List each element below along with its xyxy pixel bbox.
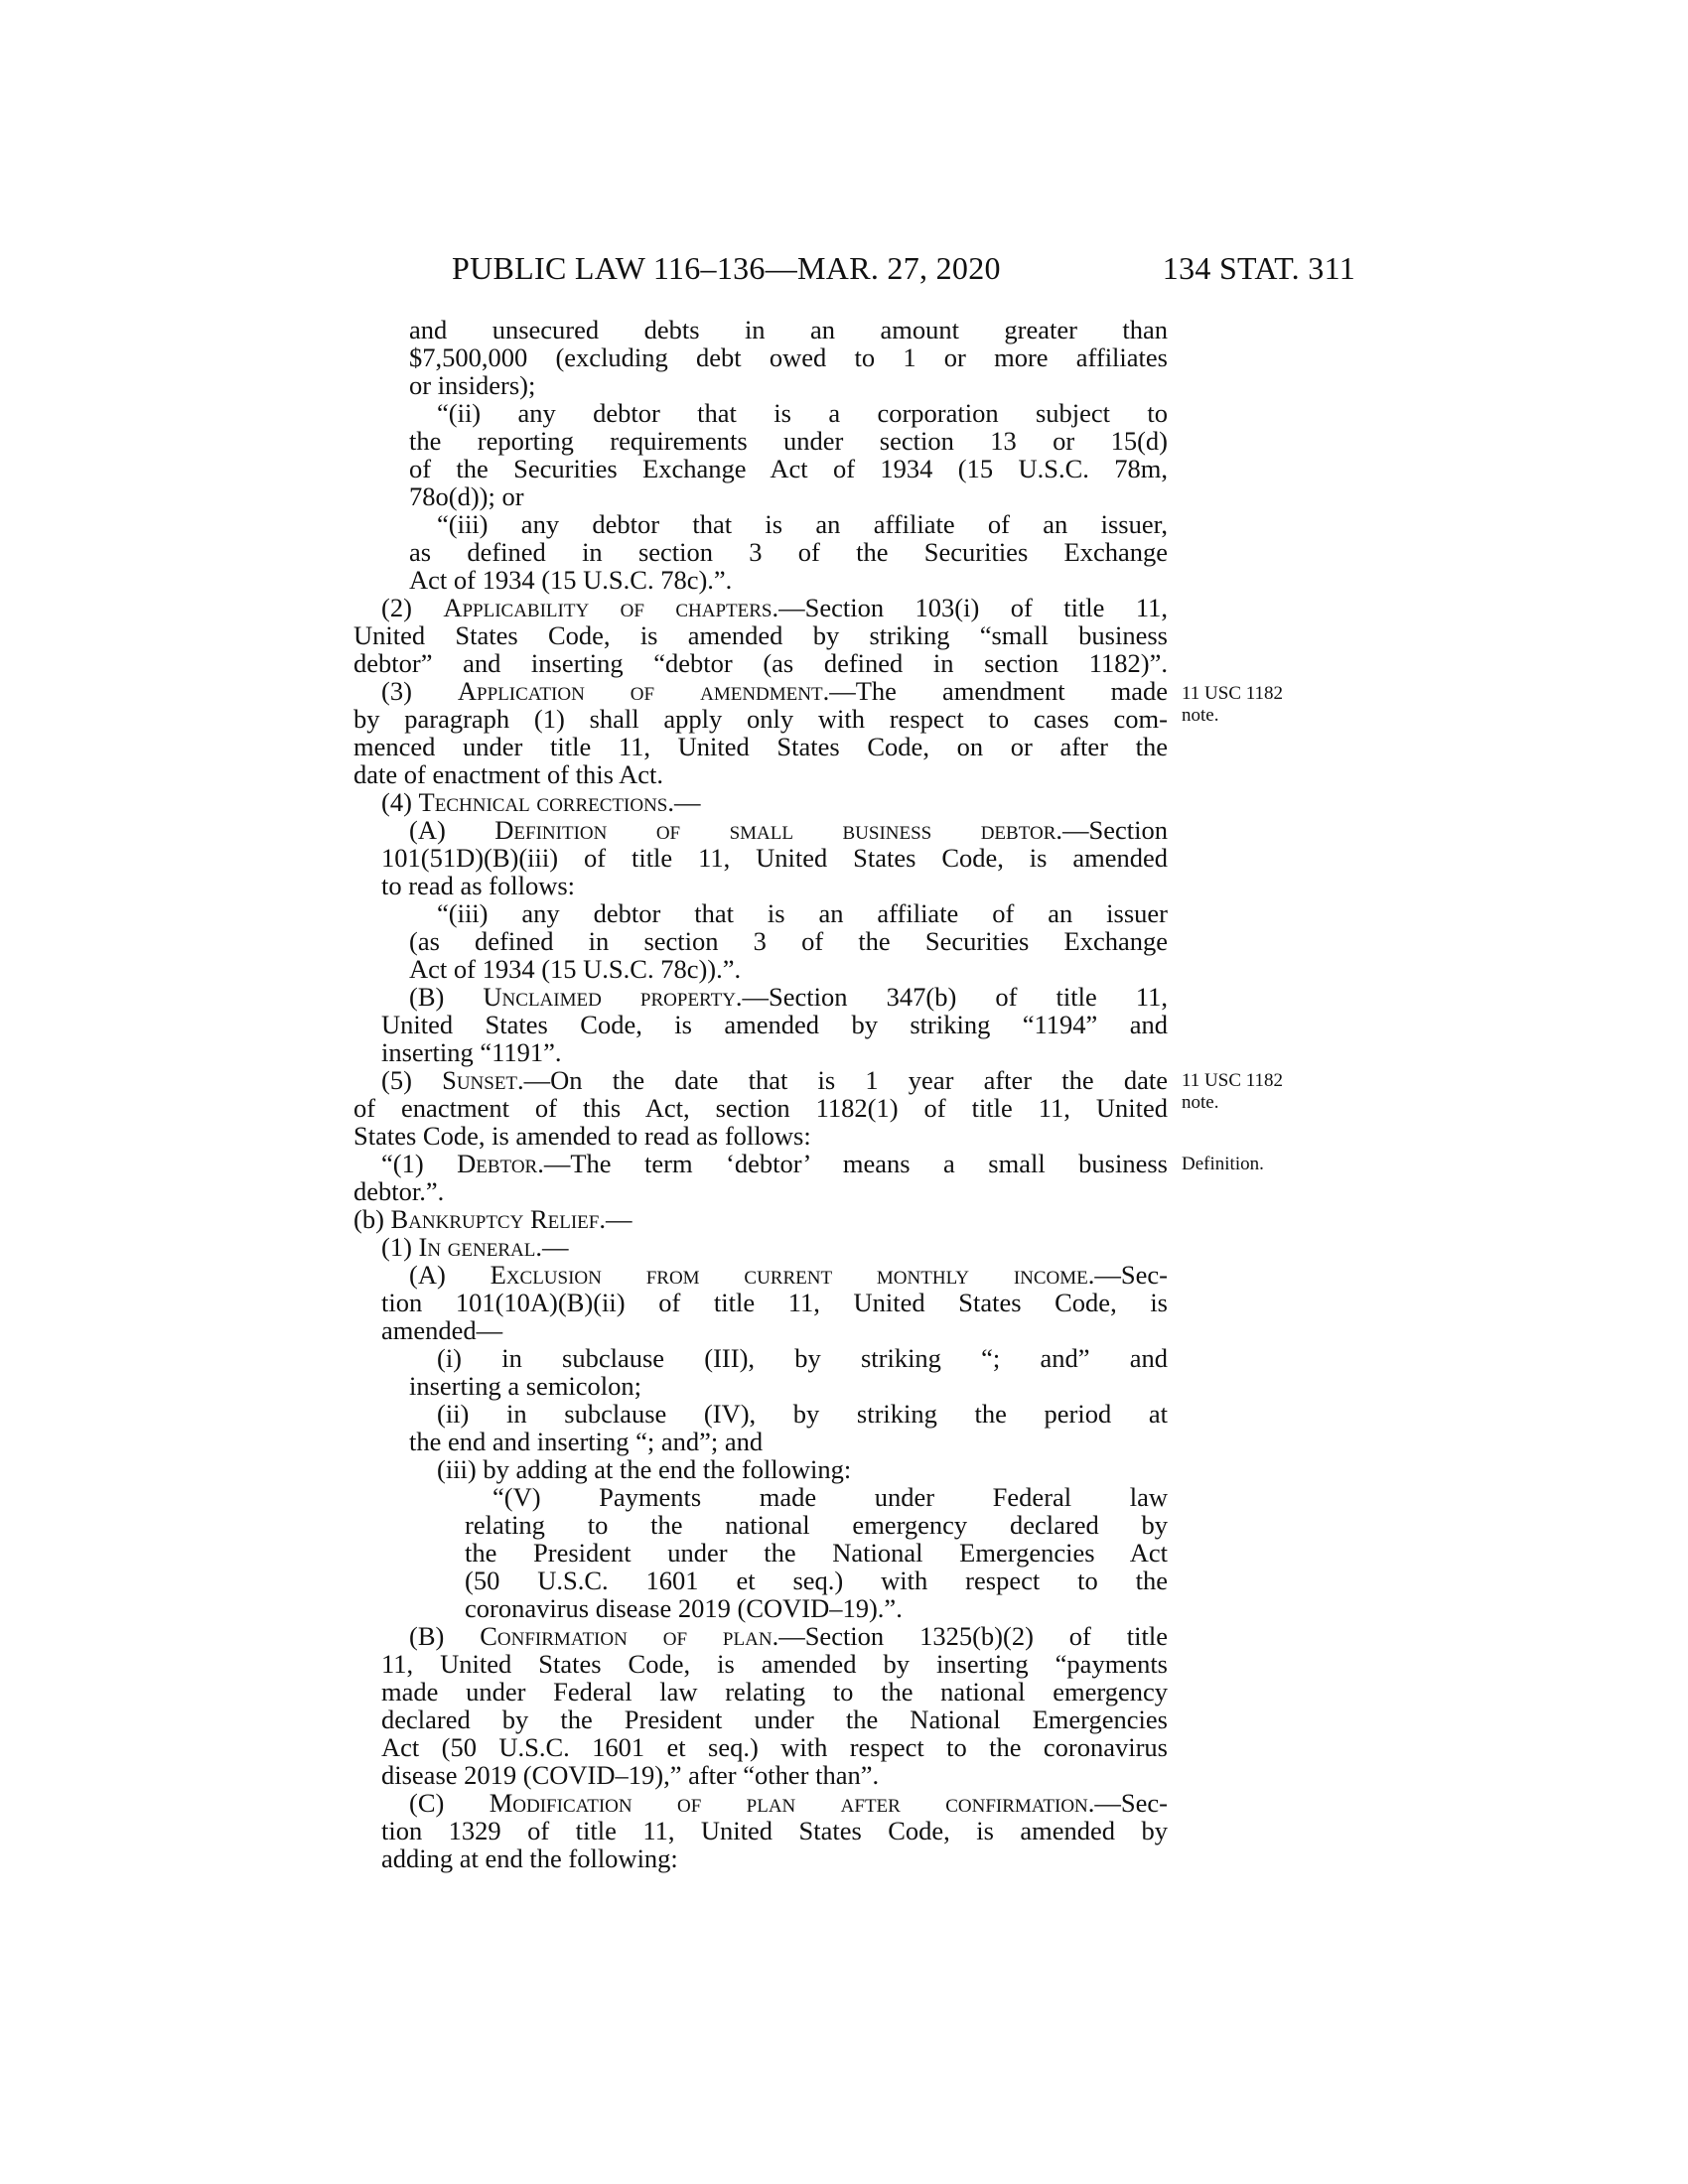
text-line: of the Securities Exchange Act of 1934 (15 U.S.C. 78m, <box>409 454 1168 483</box>
paragraph-heading-line <box>353 1233 1168 1261</box>
para-number: (4) <box>381 787 419 817</box>
para-heading: Definition of small business debtor <box>494 815 1056 845</box>
para-text: .—Sec- <box>1087 1788 1168 1818</box>
text-line: (i) in subclause (III), by striking “; and” and <box>437 1343 1168 1373</box>
running-head <box>452 250 1355 290</box>
text-line: inserting a semicolon; <box>409 1371 642 1401</box>
text-line: the end and inserting “; and”; and <box>409 1427 764 1456</box>
text-line: 78o(d)); or <box>409 481 524 511</box>
margin-note-line: 11 USC 1182 <box>1182 683 1284 704</box>
para-heading: Technical corrections <box>418 787 668 817</box>
text-line: date of enactment of this Act. <box>353 759 664 789</box>
para-text: .—The term ‘debtor’ means a small business <box>537 1149 1168 1178</box>
text-line: as defined in section 3 of the Securities Exchange <box>409 537 1168 567</box>
paragraph-heading-line <box>353 1789 1168 1817</box>
text-line: “(iii) any debtor that is an affiliate of an issuer, <box>437 509 1168 539</box>
para-heading: Bankruptcy Relief <box>390 1204 600 1234</box>
margin-note-definition <box>1182 1154 1264 1175</box>
text-line: debtor.”. <box>353 1176 445 1206</box>
text-line: declared by the President under the National Emergencies <box>381 1705 1168 1734</box>
text-line: (50 U.S.C. 1601 et seq.) with respect to the <box>465 1566 1168 1595</box>
law-title: PUBLIC LAW 116–136—MAR. 27, 2020 <box>452 250 1001 286</box>
paragraph-heading-line <box>353 594 1168 621</box>
text-line: of enactment of this Act, section 1182(1) of title 11, United <box>353 1093 1168 1123</box>
paragraph-heading-line <box>353 1205 1168 1233</box>
para-text: .— <box>667 787 701 817</box>
margin-note-usc-1 <box>1182 683 1283 727</box>
para-heading: Debtor <box>457 1149 538 1178</box>
text-line: coronavirus disease 2019 (COVID–19).”. <box>465 1593 903 1623</box>
para-number: (2) <box>381 593 444 622</box>
para-heading: Confirmation of plan <box>480 1621 773 1651</box>
para-number: (B) <box>409 1621 481 1651</box>
para-heading: Modification of plan after confirmation <box>489 1788 1088 1818</box>
paragraph-heading-line <box>353 816 1168 844</box>
para-number: (3) <box>381 676 458 706</box>
para-text: .—Section <box>1055 815 1168 845</box>
text-line: United States Code, is amended by striking “small business <box>353 620 1168 650</box>
stat-page-number: 134 STAT. 311 <box>1162 250 1355 286</box>
text-line: relating to the national emergency declared by <box>465 1510 1168 1540</box>
para-text: .—Section 1325(b)(2) of title <box>772 1621 1169 1651</box>
margin-note-usc-2 <box>1182 1070 1283 1114</box>
text-line: (iii) by adding at the end the following: <box>437 1454 852 1484</box>
para-text: .—Sec- <box>1087 1260 1168 1290</box>
text-line: and unsecured debts in an amount greater than <box>409 315 1168 344</box>
text-line: 101(51D)(B)(iii) of title 11, United States Code, is amended <box>381 843 1168 873</box>
paragraph-heading-line <box>353 1066 1168 1094</box>
text-line: (as defined in section 3 of the Securities Exchange <box>409 926 1168 956</box>
text-line: 11, United States Code, is amended by inserting “payments <box>381 1649 1168 1679</box>
para-heading: Application of amendment <box>457 676 823 706</box>
paragraph-heading-line <box>353 1261 1168 1289</box>
para-text: .— <box>599 1204 633 1234</box>
paragraph-heading-line <box>353 1150 1168 1177</box>
text-line: to read as follows: <box>381 871 576 900</box>
text-line: the reporting requirements under section 13 or 15(d) <box>409 426 1168 456</box>
text-line: tion 101(10A)(B)(ii) of title 11, United States Code, is <box>381 1288 1168 1317</box>
para-heading: Exclusion from current monthly income <box>490 1260 1088 1290</box>
text-line: Act (50 U.S.C. 1601 et seq.) with respect to the coronavirus <box>381 1732 1168 1762</box>
margin-note-line: note. <box>1182 705 1219 726</box>
paragraph-heading-line <box>353 788 1168 816</box>
para-text: .— <box>535 1232 569 1262</box>
text-line: debtor” and inserting “debtor (as defined in section 1182)”. <box>353 648 1168 678</box>
text-line: “(iii) any debtor that is an affiliate of an issuer <box>437 898 1168 928</box>
text-line: or insiders); <box>409 370 536 400</box>
para-number: (A) <box>409 1260 491 1290</box>
text-line: inserting “1191”. <box>381 1037 562 1067</box>
para-number: “(1) <box>381 1149 458 1178</box>
para-number: (A) <box>409 815 495 845</box>
para-text: .—The amendment made <box>822 676 1168 706</box>
text-line: the President under the National Emergencies Act <box>465 1538 1168 1568</box>
text-line: menced under title 11, United States Code, on or after the <box>353 732 1168 761</box>
para-text: .—Section 347(b) of title 11, <box>735 982 1168 1012</box>
text-line: “(ii) any debtor that is a corporation subject to <box>437 398 1168 428</box>
para-heading: Applicability of chapters <box>443 593 773 622</box>
para-heading: Sunset <box>442 1065 518 1095</box>
para-text: .—Section 103(i) of title 11, <box>772 593 1168 622</box>
para-number: (B) <box>409 982 484 1012</box>
text-line: States Code, is amended to read as follows: <box>353 1121 811 1151</box>
para-number: (5) <box>381 1065 443 1095</box>
text-line: tion 1329 of title 11, United States Code, is amended by <box>381 1816 1168 1845</box>
statute-body <box>353 316 1168 1872</box>
paragraph-heading-line <box>353 677 1168 705</box>
margin-note-line: 11 USC 1182 <box>1182 1070 1284 1091</box>
para-number: (b) <box>353 1204 391 1234</box>
text-line: adding at end the following: <box>381 1843 678 1873</box>
text-line: made under Federal law relating to the national emergency <box>381 1677 1168 1706</box>
text-line: “(V) Payments made under Federal law <box>492 1482 1168 1512</box>
para-heading: In general <box>418 1232 536 1262</box>
text-line: (ii) in subclause (IV), by striking the period at <box>437 1399 1168 1429</box>
para-heading: Unclaimed property <box>483 982 736 1012</box>
text-line: disease 2019 (COVID–19),” after “other than”. <box>381 1760 880 1790</box>
text-line: $7,500,000 (excluding debt owed to 1 or more affiliates <box>409 342 1168 372</box>
para-number: (C) <box>409 1788 490 1818</box>
para-number: (1) <box>381 1232 419 1262</box>
text-line: by paragraph (1) shall apply only with respect to cases com- <box>353 704 1168 734</box>
text-line: Act of 1934 (15 U.S.C. 78c)).”. <box>409 954 742 984</box>
margin-note-line: note. <box>1182 1092 1219 1113</box>
paragraph-heading-line <box>353 1622 1168 1650</box>
text-line: United States Code, is amended by striking “1194” and <box>381 1010 1168 1039</box>
text-line: Act of 1934 (15 U.S.C. 78c).”. <box>409 565 733 595</box>
margin-note-line: Definition. <box>1182 1154 1264 1174</box>
para-text: .—On the date that is 1 year after the date <box>517 1065 1168 1095</box>
paragraph-heading-line <box>353 983 1168 1011</box>
text-line: amended— <box>381 1315 503 1345</box>
